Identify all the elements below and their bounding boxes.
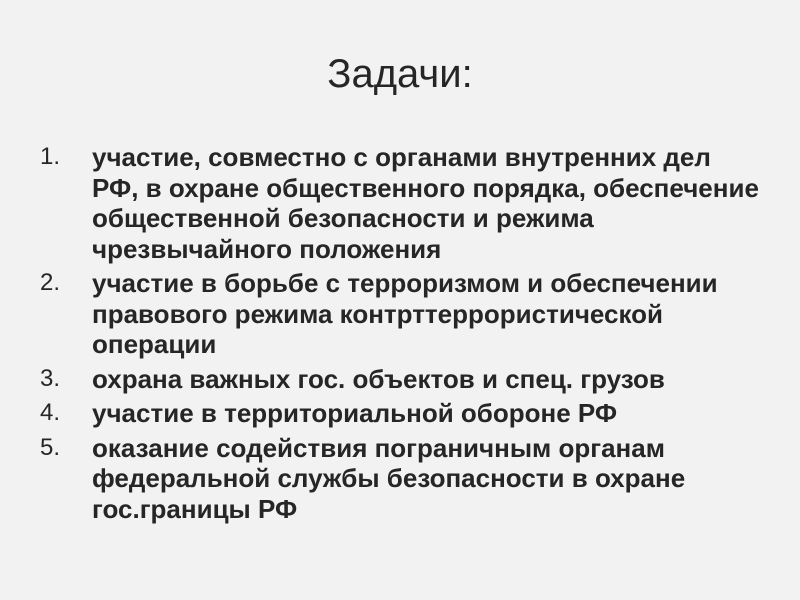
- list-item-text: оказание содействия пограничным органам федеральной службы безопасности в охране гос.границы РФ: [92, 432, 686, 524]
- tasks-list: [40, 142, 760, 528]
- list-item-number: 1.: [40, 143, 61, 170]
- list-item-text: участие, совместно с органами внутренних дел РФ, в охране общественного порядка, обеспечение общественной безопасности и режима чрезвычайного положения: [92, 142, 759, 264]
- list-item-number: 5.: [40, 433, 61, 461]
- list-item-text: охрана важных гос. объектов и спец. грузов: [92, 363, 665, 394]
- list-item: [40, 398, 760, 429]
- list-item: [40, 268, 760, 360]
- list-item-number: 2.: [40, 269, 61, 296]
- list-item-text: участие в борьбе с терроризмом и обеспечении правового режима контрттеррористической операции: [92, 268, 718, 359]
- list-item: [40, 433, 760, 525]
- list-item: [40, 142, 760, 264]
- list-item: [40, 364, 760, 395]
- list-item-number: 4.: [40, 399, 61, 426]
- list-item-text: участие в территориальной обороне РФ: [92, 398, 618, 428]
- list-item-number: 3.: [40, 364, 61, 392]
- slide-title: Задачи:: [327, 52, 473, 96]
